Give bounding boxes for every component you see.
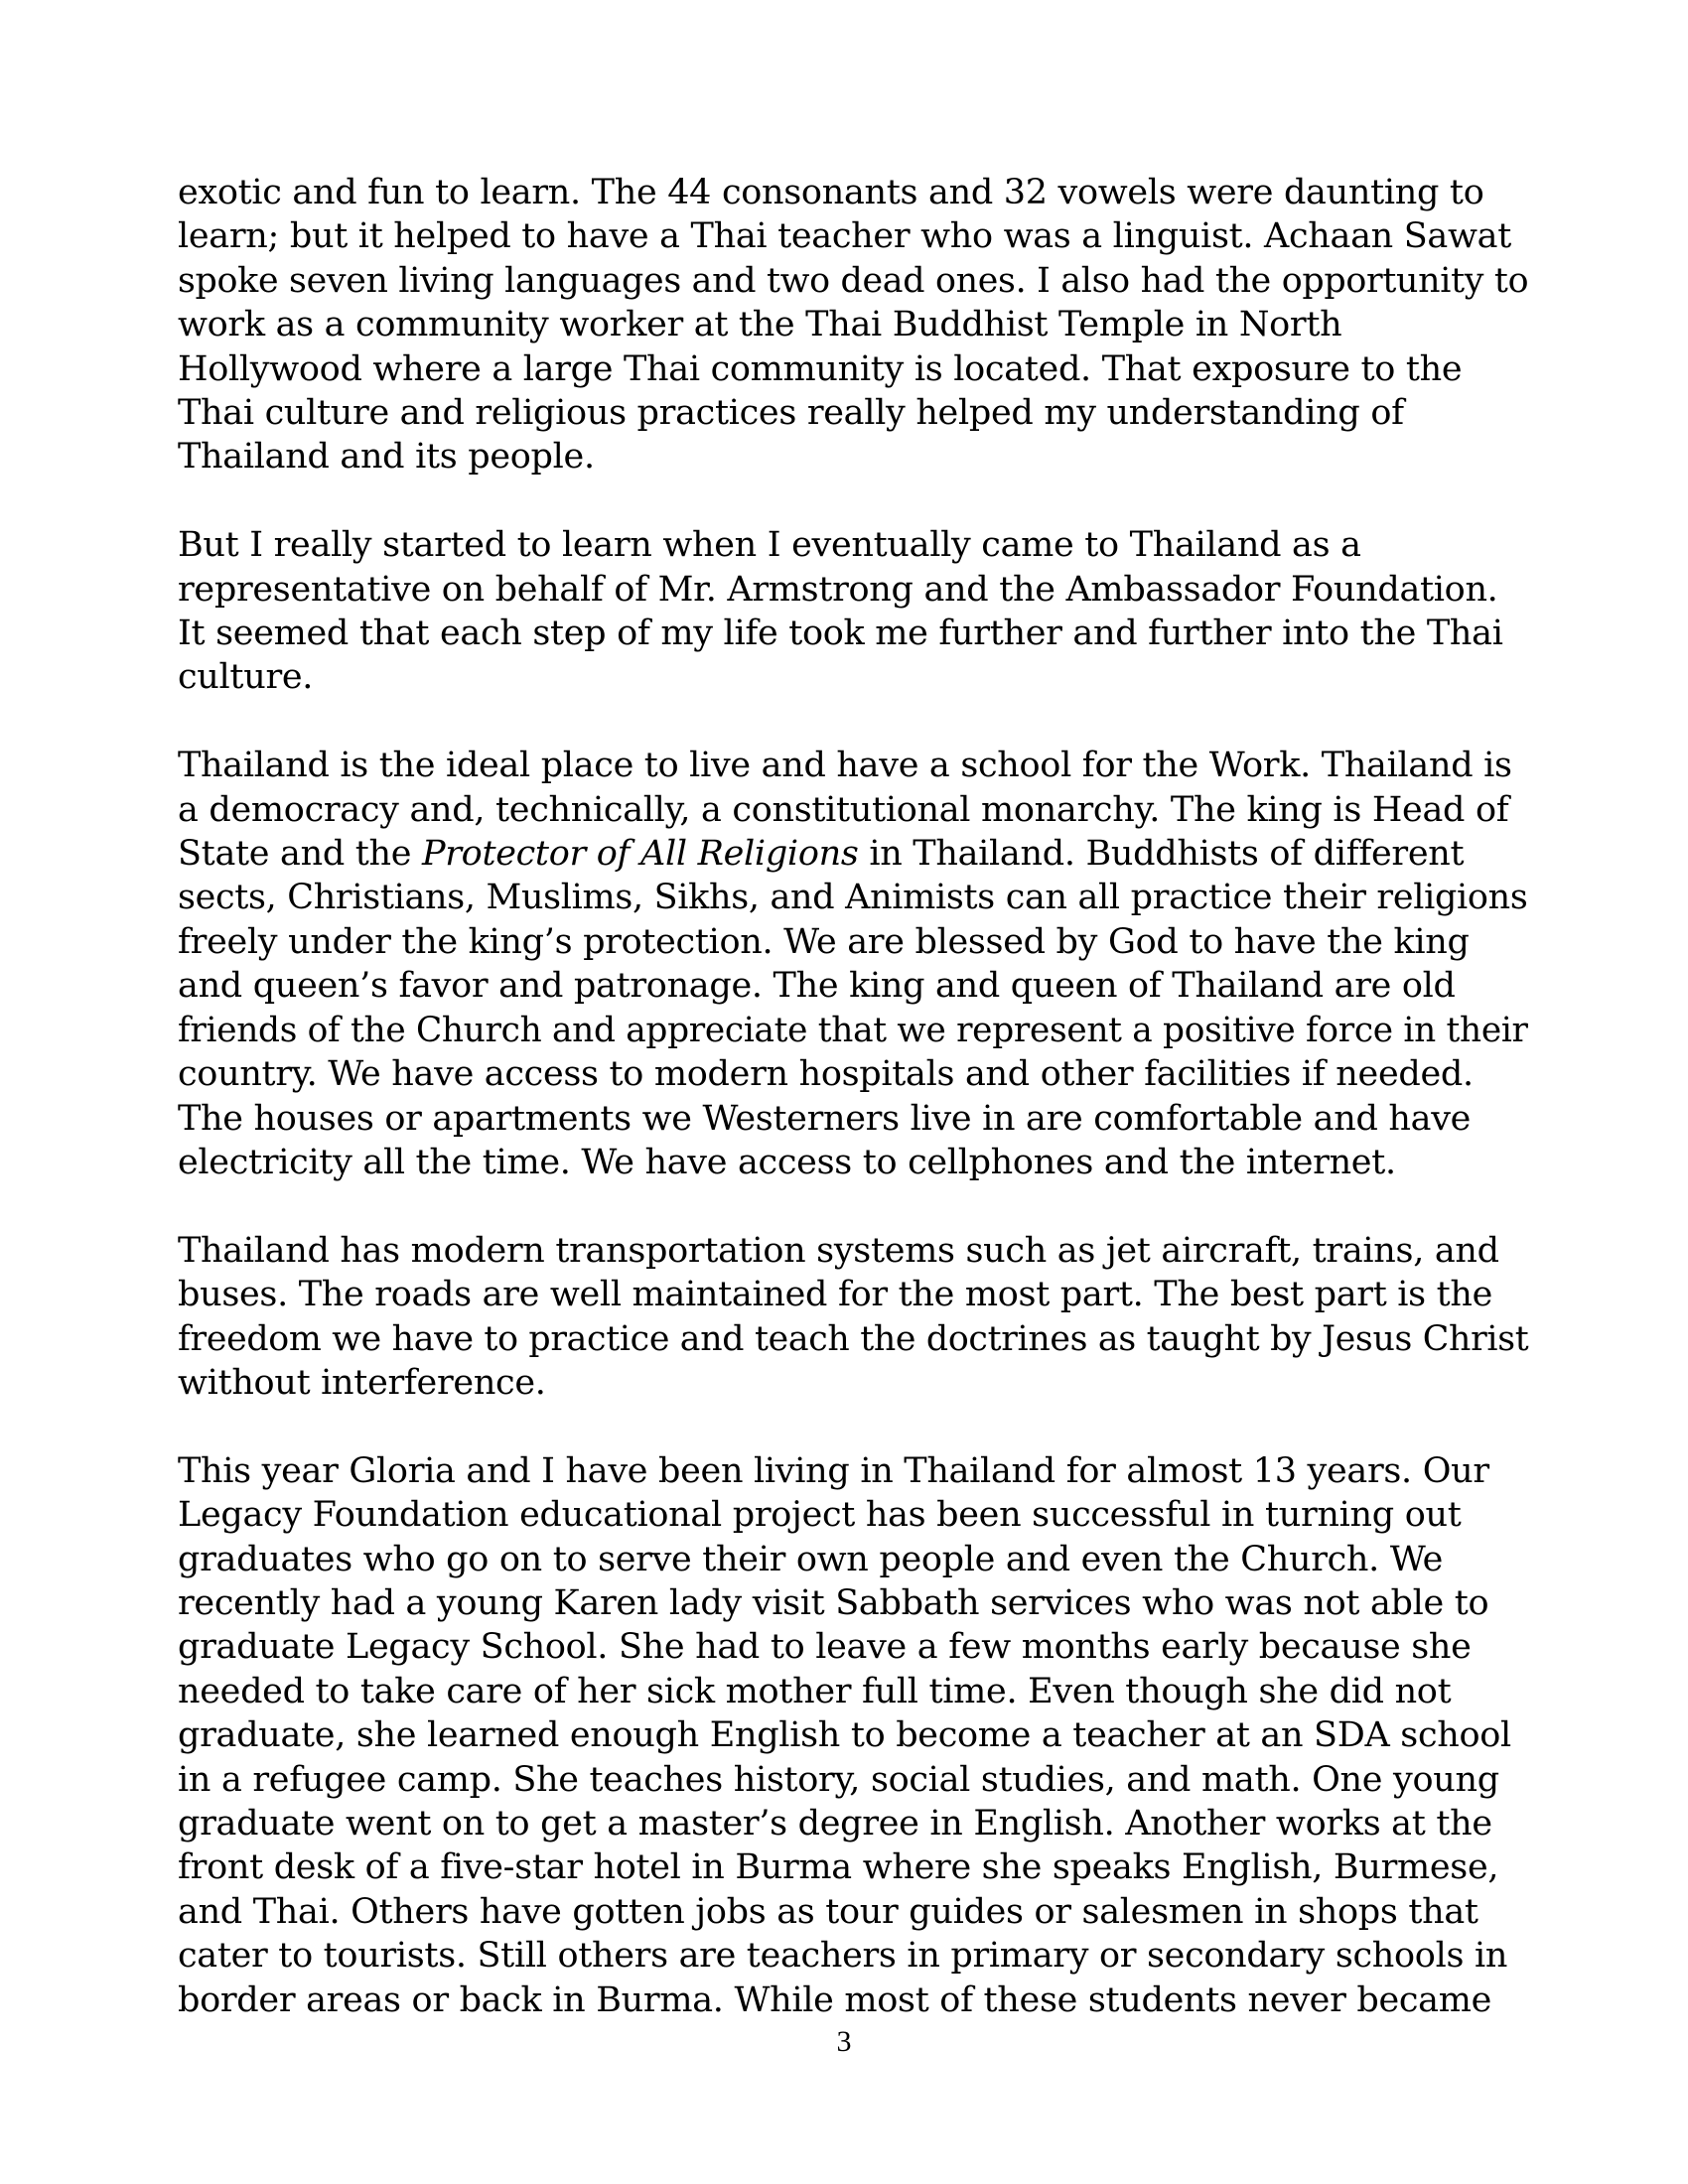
text-line: recently had a young Karen lady visit Sabbath services who was not able to — [178, 1582, 1489, 1623]
paragraph-5 — [178, 1449, 1528, 2022]
text-line: graduate, she learned enough English to become a teacher at an SDA school — [178, 1715, 1511, 1756]
text-line: country. We have access to modern hospitals and other facilities if needed. — [178, 1054, 1474, 1095]
text-line — [178, 832, 1528, 876]
text-line: But I really started to learn when I eventually came to Thailand as a — [178, 525, 1361, 566]
text-line: sects, Christians, Muslims, Sikhs, and Animists can all practice their religions — [178, 878, 1528, 918]
text-line: border areas or back in Burma. While most of these students never became — [178, 1979, 1492, 2020]
text-line: cater to tourists. Still others are teachers in primary or secondary schools in — [178, 1936, 1508, 1977]
text-line: The houses or apartments we Westerners live in are comfortable and have — [178, 1098, 1472, 1139]
text-line: Legacy Foundation educational project has been successful in turning out — [178, 1495, 1462, 1536]
text-line: without interference. — [178, 1362, 546, 1403]
text-line: Thailand is the ideal place to live and have a school for the Work. Thailand is — [178, 746, 1512, 786]
text-line: representative on behalf of Mr. Armstrong and the Ambassador Foundation. — [178, 569, 1498, 610]
page-number: 3 — [836, 2025, 852, 2058]
text-line: a democracy and, technically, a constitutional monarchy. The king is Head of — [178, 789, 1509, 830]
text-line: culture. — [178, 657, 314, 698]
text-run: in Thailand. Buddhists of different — [858, 834, 1465, 875]
text-line: friends of the Church and appreciate that we represent a positive force in their — [178, 1010, 1528, 1050]
text-line: It seemed that each step of my life took me further and further into the Thai — [178, 614, 1503, 654]
text-line: and Thai. Others have gotten jobs as tour guides or salesmen in shops that — [178, 1891, 1478, 1932]
paragraph-3 — [178, 744, 1528, 1184]
text-line: front desk of a five-star hotel in Burma where she speaks English, Burmese, — [178, 1847, 1499, 1888]
text-line: freedom we have to practice and teach the doctrines as taught by Jesus Christ — [178, 1318, 1529, 1359]
text-run: State and the — [178, 834, 422, 875]
text-line: electricity all the time. We have access to cellphones and the internet. — [178, 1142, 1396, 1182]
text-line: Thailand and its people. — [178, 437, 595, 478]
italic-phrase: Protector of All Religions — [422, 834, 859, 875]
text-line: and queen’s favor and patronage. The king and queen of Thailand are old — [178, 966, 1456, 1007]
text-line: graduate Legacy School. She had to leave a few months early because she — [178, 1627, 1472, 1668]
text-line: exotic and fun to learn. The 44 consonants and 32 vowels were daunting to — [178, 173, 1484, 212]
text-line: Thailand has modern transportation systems such as jet aircraft, trains, and — [178, 1230, 1499, 1271]
text-line: learn; but it helped to have a Thai teacher who was a linguist. Achaan Sawat — [178, 216, 1511, 257]
text-line: work as a community worker at the Thai Buddhist Temple in North — [178, 305, 1342, 345]
text-line: This year Gloria and I have been living in Thailand for almost 13 years. Our — [178, 1450, 1489, 1491]
text-line: needed to take care of her sick mother full time. Even though she did not — [178, 1671, 1452, 1711]
text-line: spoke seven living languages and two dead ones. I also had the opportunity to — [178, 260, 1529, 301]
paragraph-2 — [178, 523, 1528, 700]
paragraph-1 — [178, 171, 1528, 479]
text-line: freely under the king’s protection. We are blessed by God to have the king — [178, 921, 1470, 962]
text-line: buses. The roads are well maintained for the most part. The best part is the — [178, 1275, 1493, 1315]
text-line: graduates who go on to serve their own people and even the Church. We — [178, 1539, 1444, 1579]
paragraph-4 — [178, 1229, 1528, 1406]
text-line: in a refugee camp. She teaches history, social studies, and math. One young — [178, 1759, 1499, 1800]
text-line: Thai culture and religious practices really helped my understanding of — [178, 393, 1404, 434]
text-line: graduate went on to get a master’s degree in English. Another works at the — [178, 1803, 1492, 1843]
body-text — [178, 171, 1528, 2022]
text-line: Hollywood where a large Thai community is located. That exposure to the — [178, 348, 1463, 389]
